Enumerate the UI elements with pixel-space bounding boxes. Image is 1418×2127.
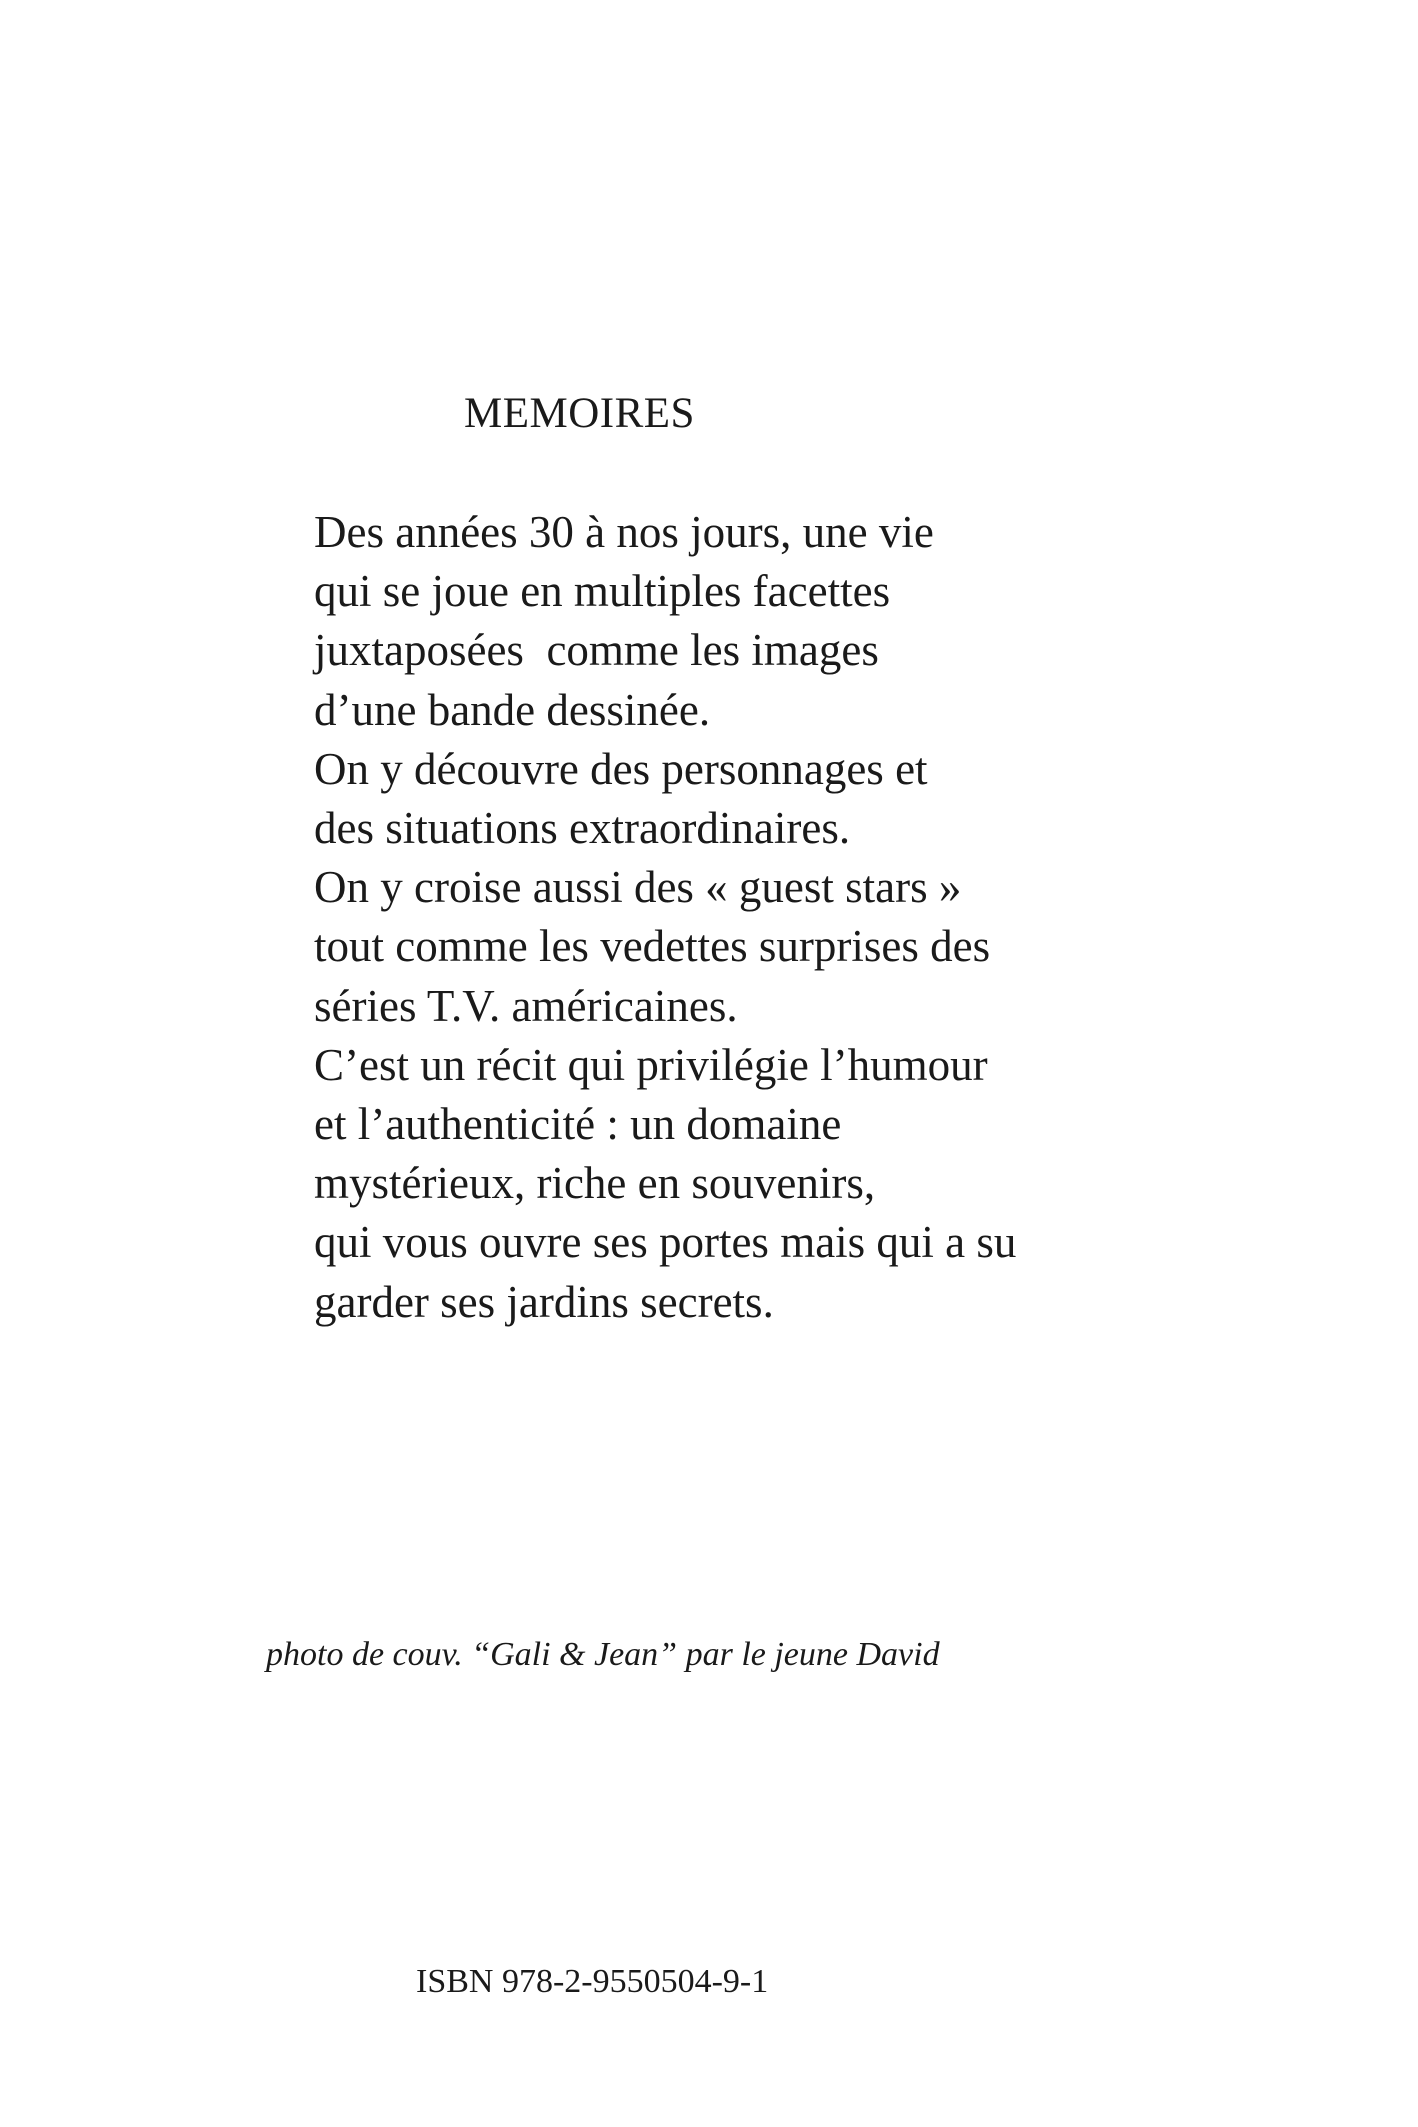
blurb-line: juxtaposées comme les images	[314, 625, 879, 676]
blurb-line: qui se joue en multiples facettes	[314, 566, 891, 617]
blurb-line: des situations extraordinaires.	[314, 803, 851, 854]
isbn-number: ISBN 978-2-9550504-9-1	[416, 1963, 769, 2000]
blurb-line: Des années 30 à nos jours, une vie	[314, 507, 934, 557]
blurb-line: d’une bande dessinée.	[314, 684, 711, 735]
blurb-line: C’est un récit qui privilégie l’humour	[314, 1039, 988, 1090]
book-title: MEMOIRES	[464, 390, 695, 437]
blurb-line: On y croise aussi des « guest stars »	[314, 862, 962, 913]
blurb-line: et l’authenticité : un domaine	[314, 1099, 842, 1150]
blurb-line: qui vous ouvre ses portes mais qui a su	[314, 1217, 1017, 1268]
blurb-line: séries T.V. américaines.	[314, 980, 738, 1031]
blurb-line: mystérieux, riche en souvenirs,	[314, 1158, 876, 1209]
cover-photo-credit: photo de couv. “Gali & Jean” par le jeune David	[266, 1636, 940, 1673]
blurb-line: tout comme les vedettes surprises des	[314, 921, 991, 972]
blurb-line: On y découvre des personnages et	[314, 743, 928, 794]
book-blurb	[314, 503, 1214, 1332]
blurb-line: garder ses jardins secrets.	[314, 1276, 774, 1327]
